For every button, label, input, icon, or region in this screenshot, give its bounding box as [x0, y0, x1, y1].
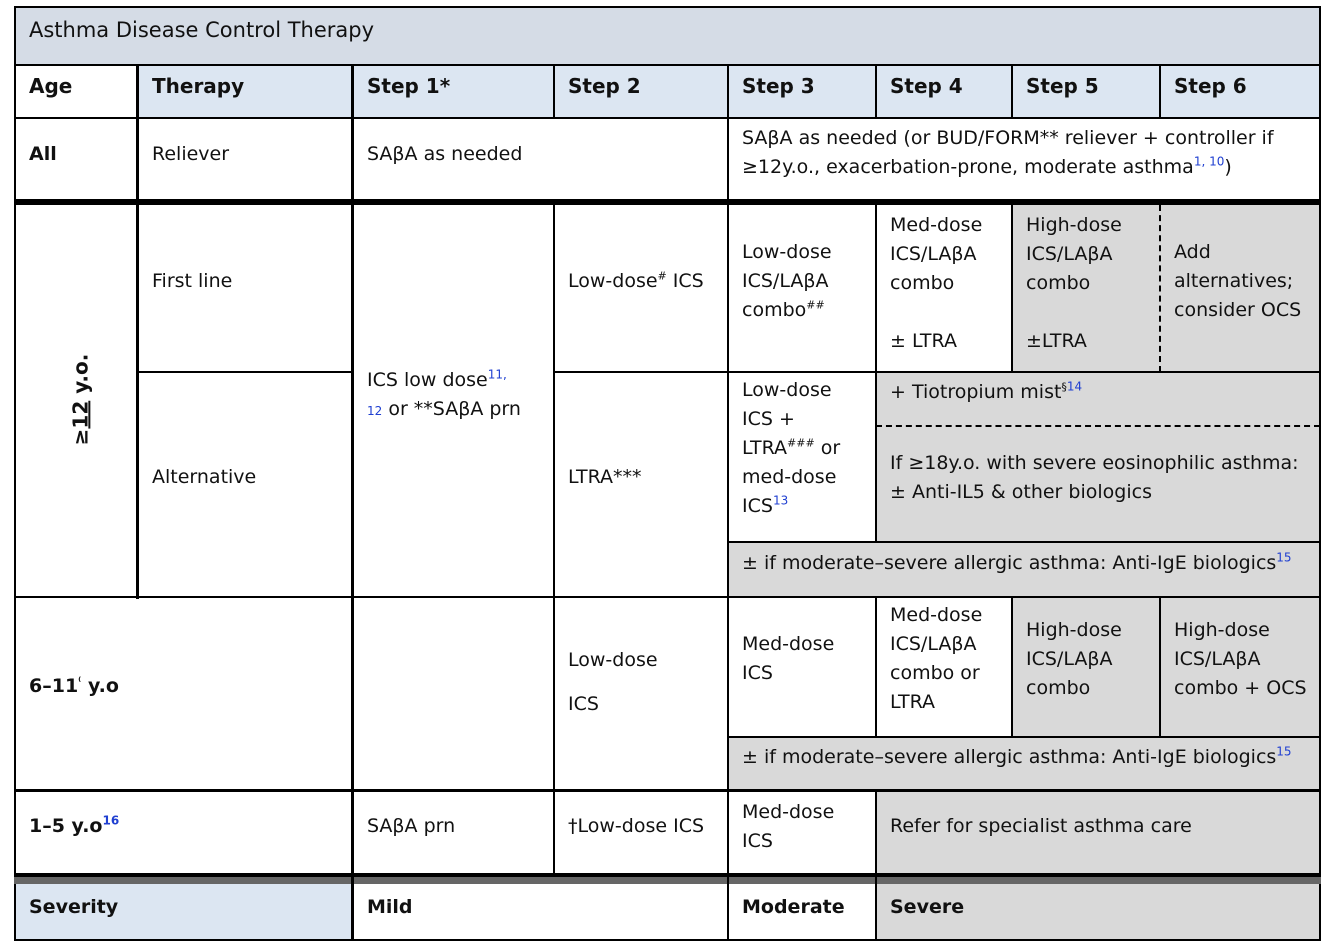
header-step1: Step 1* [353, 65, 554, 118]
first-line-step6-cell: Add alternatives; consider OCS [1160, 205, 1320, 372]
tiotropium-cell: + Tiotropium mist$^{\S 14}$ [876, 372, 1320, 426]
child-step3-cell: Med-dose ICS [728, 597, 876, 737]
table-title: Asthma Disease Control Therapy [29, 18, 375, 42]
first-line-step4-cell: Med-dose ICS/LAβA combo ± LTRA [876, 205, 1012, 372]
first-line-step5-cell: High-dose ICS/LAβA combo ±LTRA [1012, 205, 1160, 372]
all-age-cell: All [15, 118, 138, 200]
child-step5-cell: High-dose ICS/LAβA combo [1012, 597, 1160, 737]
child-step2-cell: Low-dose ICS [554, 597, 728, 789]
reliever-steps3-6-cell: SAβA as needed (or BUD/FORM** reliever + controller if ≥12y.o., exacerbation-prone, moderate asthma$^{1, 10}$) [728, 118, 1320, 200]
header-step5: Step 5 [1012, 65, 1160, 118]
child-age-cell: 6–11⁽ y.o [15, 597, 353, 789]
reliever-steps1-2-cell: SAβA as needed [353, 118, 728, 200]
header-step6: Step 6 [1160, 65, 1320, 118]
toddler-step1-cell: SAβA prn [353, 792, 554, 874]
severity-severe-cell: Severe [876, 884, 1320, 940]
toddler-refer-cell: Refer for specialist asthma care [876, 792, 1320, 874]
toddler-step3-cell: Med-dose ICS [728, 792, 876, 874]
alternative-step3-cell: Low-dose ICS + LTRA### or med-dose ICS$^{13}$ [728, 372, 876, 542]
toddler-step2-cell: †Low-dose ICS [554, 792, 728, 874]
alternative-label-cell: Alternative [138, 372, 353, 597]
severity-mild-cell: Mild [353, 884, 728, 940]
header-step4: Step 4 [876, 65, 1012, 118]
table-title-cell [15, 7, 1320, 65]
adult-anti-ige-cell: ± if moderate–severe allergic asthma: Anti-IgE biologics$^{15}$ [728, 542, 1320, 597]
reliever-cell: Reliever [138, 118, 353, 200]
first-line-label-cell: First line [138, 205, 353, 372]
adult-step1-cell: ICS low dose$^{11,}$ 12 or **SAβA prn [353, 205, 554, 597]
adult-age-label: ≥12 y.o. [68, 353, 93, 446]
severity-label-cell: Severity [15, 884, 353, 940]
child-anti-ige-cell: ± if moderate–severe allergic asthma: Anti-IgE biologics$^{15}$ [728, 737, 1320, 789]
header-age: Age [15, 65, 138, 118]
header-step2: Step 2 [554, 65, 728, 118]
anti-il5-cell: If ≥18y.o. with severe eosinophilic asthma: ± Anti-IL5 & other biologics [876, 426, 1320, 542]
first-line-step3-cell: Low-dose ICS/LAβA combo## [728, 205, 876, 372]
adult-age-cell [15, 205, 138, 597]
first-line-step2-cell: Low-dose# ICS [554, 205, 728, 372]
child-step4-cell: Med-dose ICS/LAβA combo or LTRA [876, 597, 1012, 737]
header-therapy: Therapy [138, 65, 353, 118]
toddler-age-cell: 1–5 $y.o^{16}$ [15, 792, 353, 874]
child-step6-cell: High-dose ICS/LAβA combo + OCS [1160, 597, 1320, 737]
header-step3: Step 3 [728, 65, 876, 118]
child-step1-cell [353, 597, 554, 789]
alternative-step2-cell: LTRA*** [554, 372, 728, 597]
severity-moderate-cell: Moderate [728, 884, 876, 940]
